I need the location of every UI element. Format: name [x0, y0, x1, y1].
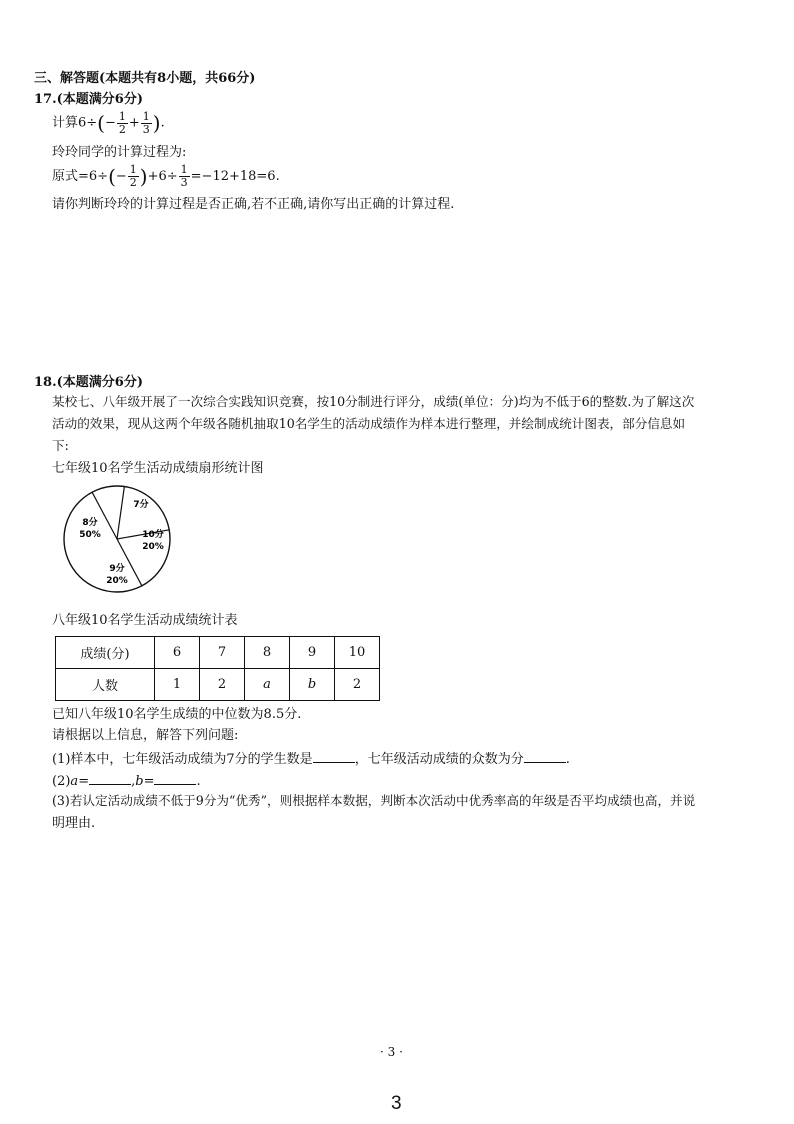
table-row — [56, 669, 380, 701]
page-number: 3 — [391, 1093, 402, 1114]
q17-working-frac1: $\frac{1}{2}$ — [129, 163, 137, 189]
q17-points: (本题满分6分) — [56, 92, 143, 107]
q18-instruction: 请根据以上信息，解答下列问题: — [52, 728, 239, 743]
q17-plus: + — [128, 115, 140, 131]
answer-blank[interactable] — [89, 773, 131, 785]
table-cell: 8 — [245, 637, 290, 669]
section-title: 三、解答题(本题共有8小题，共66分) — [34, 71, 256, 86]
page-mark: · 3 · — [380, 1045, 403, 1059]
pie-slice-label: 10分 — [142, 530, 164, 540]
pie-slice-label: 8分 — [82, 518, 98, 528]
pie-slice-label: 9分 — [109, 564, 125, 574]
q17-frac-a: $\frac{1}{2}$ — [118, 110, 126, 136]
table-cell: a — [245, 669, 290, 701]
q17-expression: 计算6÷(− $\frac{1}{2}$ + $\frac{1}{3}$ ). — [52, 110, 165, 136]
table-title: 八年级10名学生活动成绩统计表 — [52, 613, 238, 628]
pie-slice-label: 7分 — [133, 500, 149, 510]
pie-chart-title: 七年级10名学生活动成绩扇形统计图 — [52, 461, 264, 476]
q17-line1-prefix: 计算6÷ — [52, 115, 98, 131]
q18-points: (本题满分6分) — [56, 375, 143, 390]
pie-chart — [54, 483, 184, 595]
q17-working: 原式=6÷(− $\frac{1}{2}$ )+6÷ $\frac{1}{3}$ =−12+18=6. — [52, 163, 280, 189]
q17-instruction: 请你判断玲玲的计算过程是否正确,若不正确,请你写出正确的计算过程. — [52, 197, 455, 212]
q18-para2: 活动的效果，现从这两个年级各随机抽取10名学生的活动成绩作为样本进行整理，并绘制成统计图表，部分信息如 — [52, 416, 686, 431]
q18-para3: 下: — [52, 438, 69, 453]
pie-slice-percent: 50% — [79, 530, 101, 540]
q17-frac-b: $\frac{1}{3}$ — [142, 110, 150, 136]
table-cell: 1 — [155, 669, 200, 701]
q17-header — [34, 93, 143, 106]
q18-sub3-line1: (3)若认定活动成绩不低于9分为“优秀”，则根据样本数据，判断本次活动中优秀率高的年级是否平均成绩也高，并说 — [52, 793, 696, 808]
q18-sub3-line2: 明理由. — [52, 816, 96, 831]
q18-sub1: (1)样本中，七年级活动成绩为7分的学生数是 ，七年级活动成绩的众数为分 . — [52, 752, 570, 767]
q18-number: 18. — [34, 375, 57, 390]
table-cell: 2 — [200, 669, 245, 701]
table-cell: 10 — [335, 637, 380, 669]
q17-line2: 玲玲同学的计算过程为: — [52, 145, 187, 160]
score-table — [55, 636, 380, 701]
table-cell: 6 — [155, 637, 200, 669]
answer-blank[interactable] — [524, 751, 566, 763]
pie-slice-percent: 20% — [142, 542, 164, 552]
answer-blank[interactable] — [313, 751, 355, 763]
q18-sub2: (2)a= ,b= . — [52, 774, 201, 789]
table-header-count: 人数 — [56, 669, 155, 701]
table-row — [56, 637, 380, 669]
table-header-score: 成绩(分) — [56, 637, 155, 669]
table-cell: b — [290, 669, 335, 701]
q18-para1: 某校七、八年级开展了一次综合实践知识竞赛，按10分制进行评分，成绩(单位：分)均为不低于6的整数.为了解这次 — [52, 394, 695, 409]
q18-header — [34, 376, 143, 389]
table-cell: 2 — [335, 669, 380, 701]
table-cell: 9 — [290, 637, 335, 669]
q17-minus: − — [104, 115, 116, 131]
table-cell: 7 — [200, 637, 245, 669]
q18-known: 已知八年级10名学生成绩的中位数为8.5分. — [52, 707, 302, 722]
q17-working-frac2: $\frac{1}{3}$ — [180, 163, 188, 189]
answer-blank[interactable] — [154, 773, 196, 785]
q17-number: 17. — [34, 92, 57, 107]
pie-slice-percent: 20% — [106, 576, 128, 586]
